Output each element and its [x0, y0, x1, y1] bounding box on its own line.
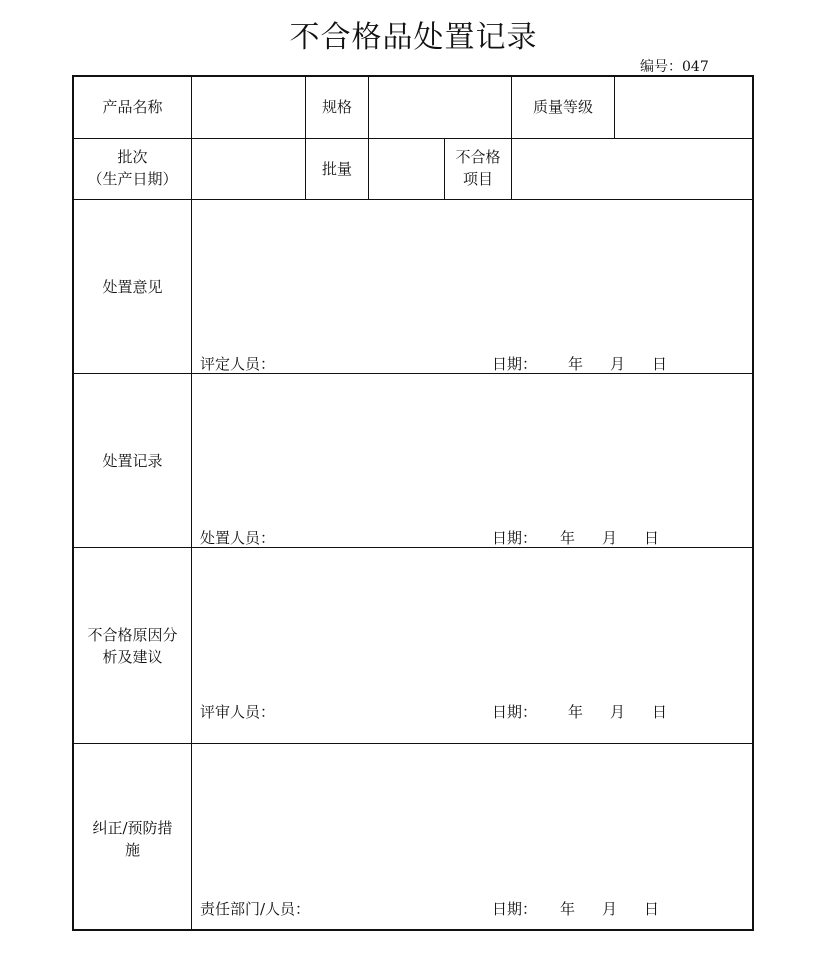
batch-qty-field[interactable] [369, 139, 444, 199]
date-label: 日期： [492, 355, 538, 373]
day-label: 日 [644, 529, 660, 547]
product-name-label: 产品名称 [102, 98, 163, 116]
spec-label: 规格 [321, 98, 352, 116]
date-label: 日期： [492, 703, 538, 721]
month-label: 月 [602, 900, 618, 918]
year-label: 年 [568, 355, 584, 373]
spec-field[interactable] [369, 77, 511, 138]
year-label: 年 [568, 703, 584, 721]
disposal-opinion-label: 处置意见 [102, 278, 163, 296]
cause-analysis-field[interactable] [192, 548, 754, 743]
year-label: 年 [560, 900, 576, 918]
handler-label: 处置人员： [200, 529, 276, 547]
month-label: 月 [602, 529, 618, 547]
corrective-action-label [74, 817, 191, 861]
date-label: 日期： [492, 529, 538, 547]
batch-label-line1: 批次 [117, 148, 148, 166]
corrective-action-line2: 施 [124, 841, 140, 859]
production-date-label: （生产日期） [87, 170, 178, 188]
batch-label [74, 146, 191, 190]
responsible-party-label: 责任部门/人员： [200, 900, 311, 918]
corrective-action-line1: 纠正/预防措 [92, 819, 173, 837]
cause-analysis-label [74, 624, 191, 668]
disposal-form [72, 75, 754, 931]
document-number: 编号：047 [640, 59, 709, 75]
nonconform-label-line1: 不合格 [455, 148, 501, 166]
day-label: 日 [652, 703, 668, 721]
cause-analysis-line2: 析及建议 [102, 648, 163, 666]
nonconform-label-line2: 项目 [462, 170, 493, 188]
evaluator-label: 评定人员： [200, 355, 276, 373]
day-label: 日 [644, 900, 660, 918]
quality-grade-field[interactable] [615, 77, 754, 138]
year-label: 年 [560, 529, 576, 547]
disposal-record-field[interactable] [192, 374, 754, 547]
date-label: 日期： [492, 900, 538, 918]
product-name-field[interactable] [192, 77, 305, 138]
month-label: 月 [610, 355, 626, 373]
disposal-opinion-field[interactable] [192, 200, 754, 373]
cause-analysis-line1: 不合格原因分 [87, 626, 178, 644]
batch-field[interactable] [192, 139, 305, 199]
disposal-record-label: 处置记录 [102, 452, 163, 470]
reviewer-label: 评审人员： [200, 703, 276, 721]
month-label: 月 [610, 703, 626, 721]
batch-qty-label: 批量 [321, 160, 352, 178]
nonconform-item-label [445, 146, 511, 190]
day-label: 日 [652, 355, 668, 373]
nonconform-item-field[interactable] [512, 139, 754, 199]
quality-grade-label: 质量等级 [532, 98, 593, 116]
page-title: 不合格品处置记录 [289, 20, 538, 55]
